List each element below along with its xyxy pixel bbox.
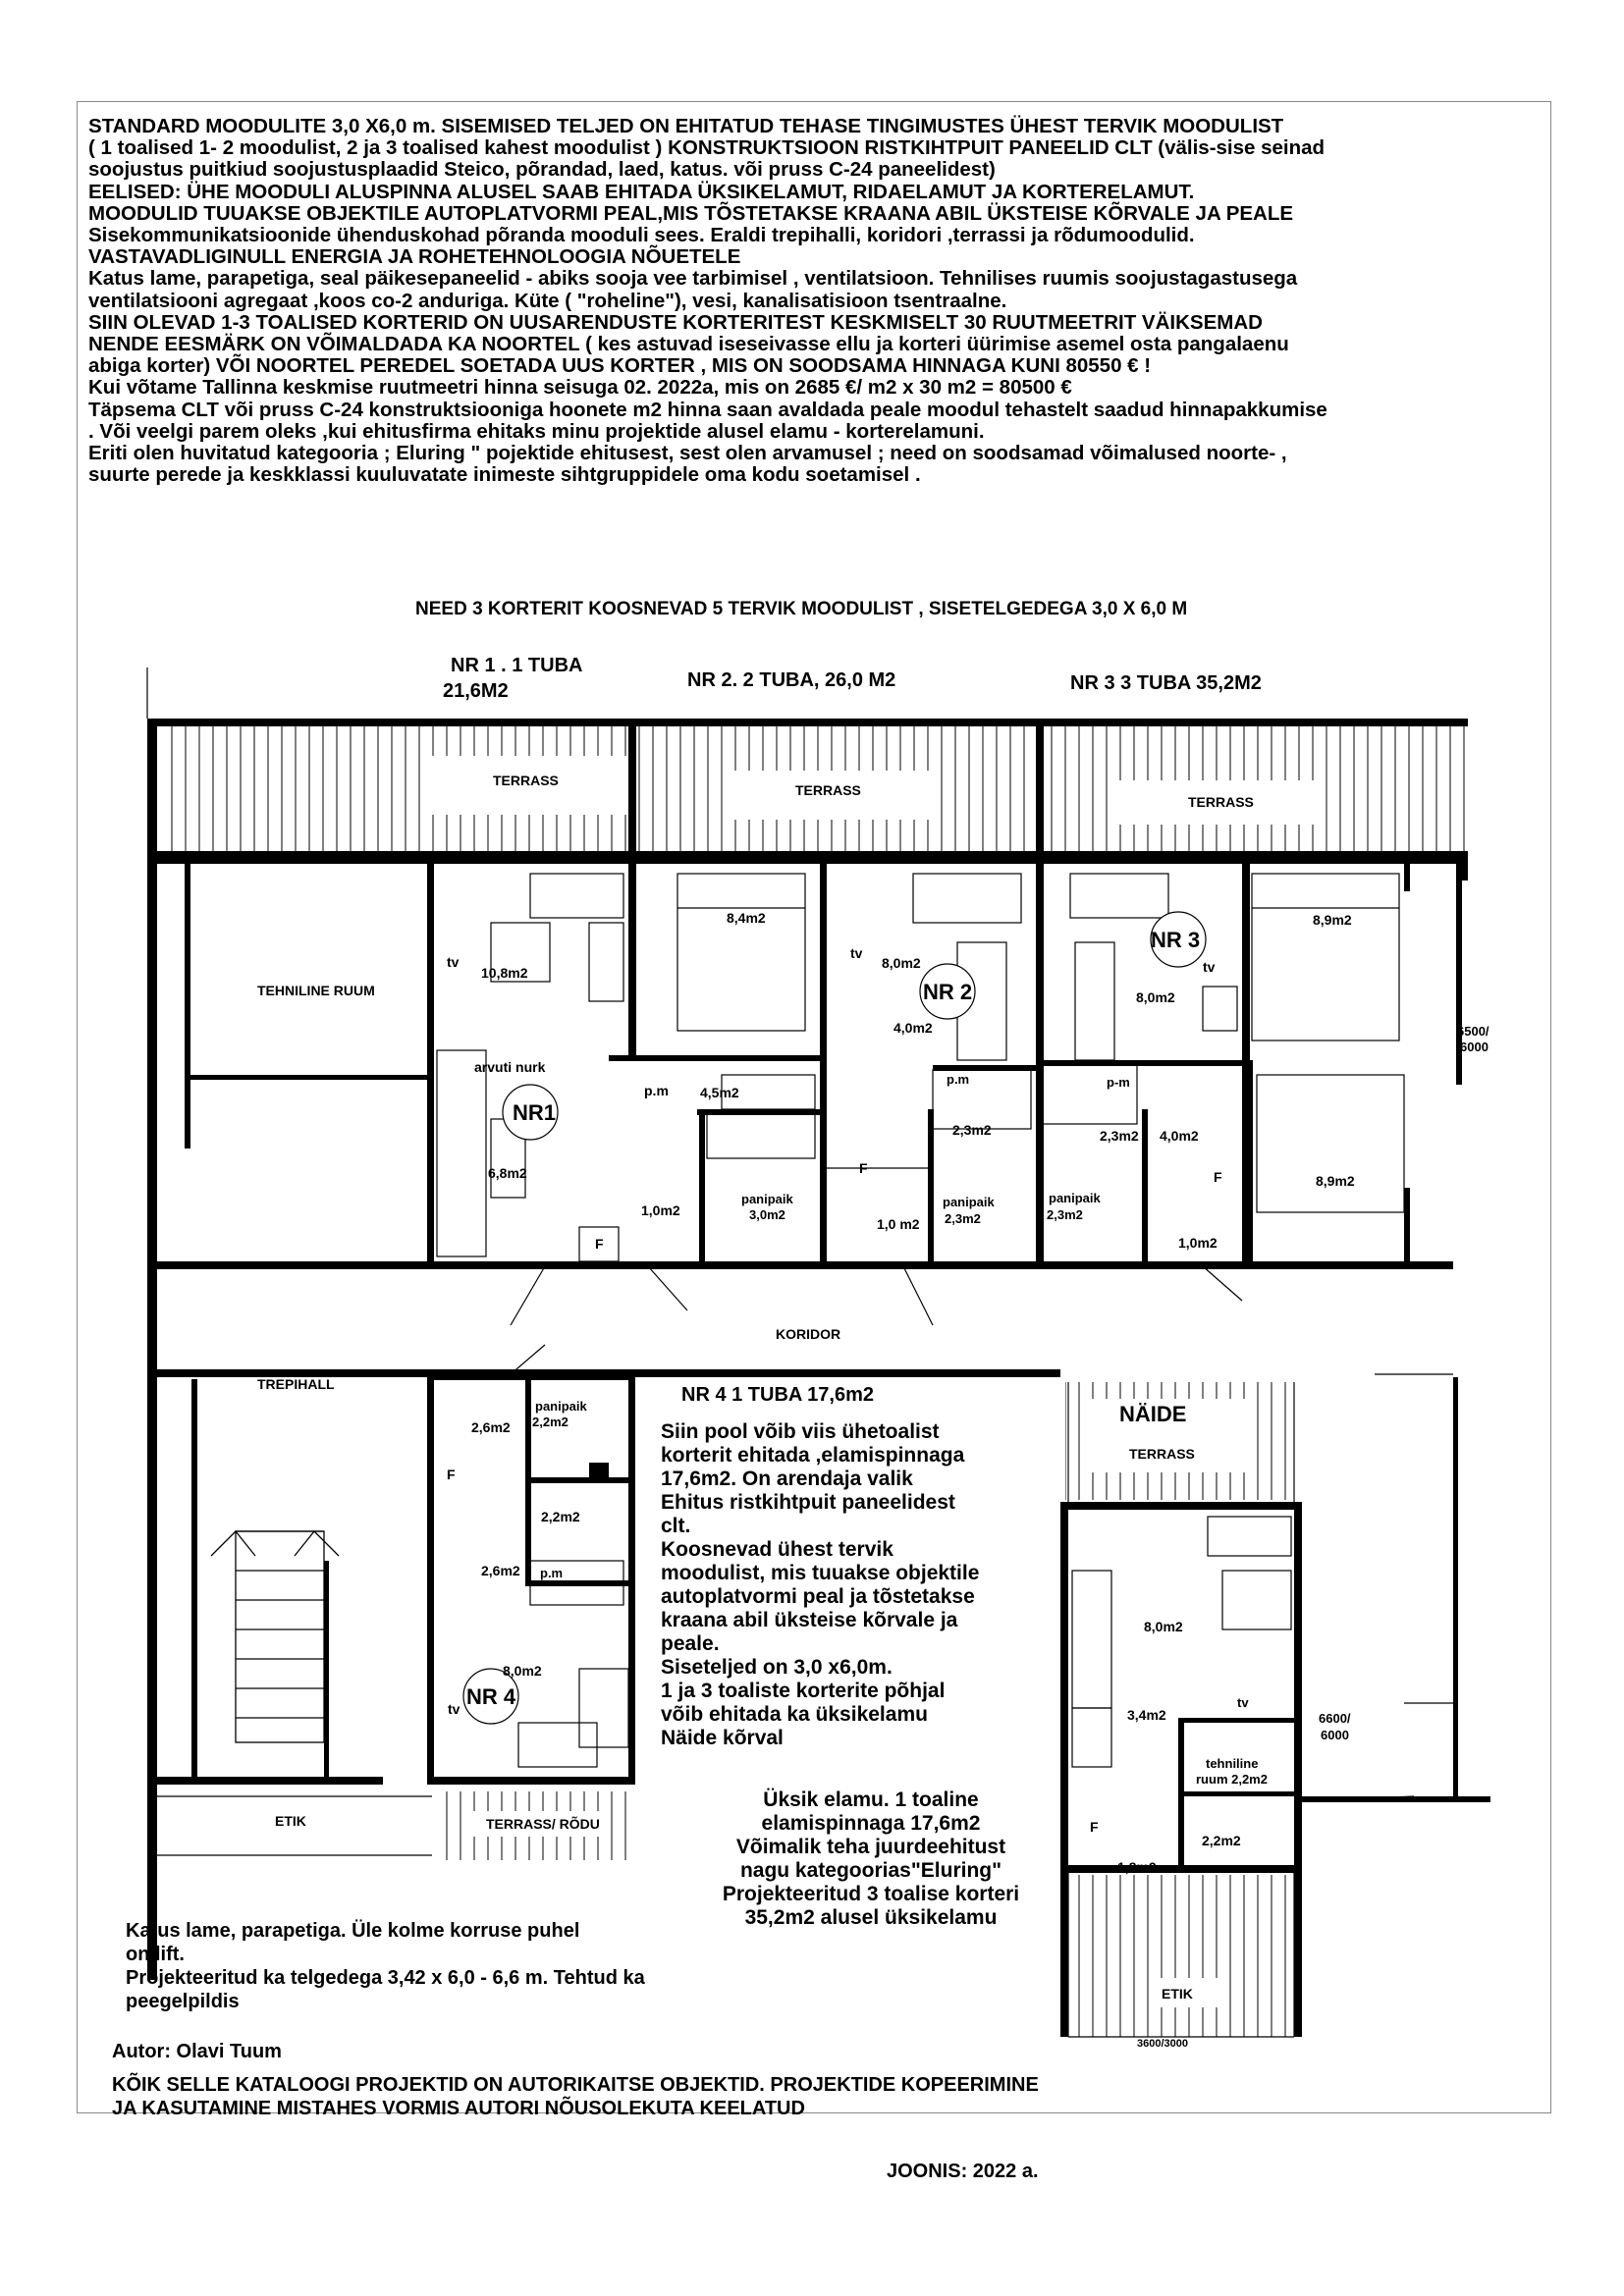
dim-6500-b: 6000 xyxy=(1460,1040,1489,1054)
naide-terrass-label: TERRASS xyxy=(1129,1446,1195,1462)
area-nr2-kitchen: 4,0m2 xyxy=(893,1020,933,1036)
area-nr4-bath: 2,2m2 xyxy=(541,1509,580,1524)
pm-label-2: p.m xyxy=(947,1072,970,1087)
nr2-marker: NR 2 xyxy=(923,980,973,1004)
nr3-header: NR 3 3 TUBA 35,2M2 xyxy=(1070,672,1262,694)
area-nr3-bed2: 8,9m2 xyxy=(1316,1173,1355,1189)
panipaik-nr4-area: 2,2m2 xyxy=(532,1415,568,1429)
terrass-label-3: TERRASS xyxy=(1188,794,1254,810)
area-nr2-hall: 1,0 m2 xyxy=(877,1216,920,1232)
area-nr1-kitchen: 6,8m2 xyxy=(488,1165,527,1181)
roof-note: Katus lame, parapetiga. Üle kolme korruse puhel on lift. Projekteeritud ka telgedega 3,42 x 6,0 - 6,6 m. Tehtud ka peegelpildis xyxy=(126,1920,645,2012)
area-nr1-bath: 4,5m2 xyxy=(700,1085,739,1100)
area-nr1-hall: 1,0m2 xyxy=(641,1202,680,1218)
naide-etik-hatch xyxy=(1070,1875,1294,2037)
area-naide-kitchen: 3,4m2 xyxy=(1127,1707,1166,1723)
etik-label: ETIK xyxy=(275,1813,306,1829)
naide-etik-label: ETIK xyxy=(1162,1986,1193,2002)
nr2-header: NR 2. 2 TUBA, 26,0 M2 xyxy=(687,669,896,691)
f-label-3: F xyxy=(1214,1169,1222,1185)
area-naide-living: 8,0m2 xyxy=(1144,1619,1183,1634)
pm-label-1: p.m xyxy=(644,1083,669,1098)
dim-6600-b: 6000 xyxy=(1321,1728,1349,1742)
tv-label-3: tv xyxy=(1203,959,1216,975)
tv-label-4: tv xyxy=(448,1701,460,1717)
terrass-label-1: TERRASS xyxy=(493,773,559,788)
nr1-area: 21,6M2 xyxy=(443,680,509,702)
panipaik-nr3-area: 2,3m2 xyxy=(1047,1207,1083,1222)
author: Autor: Olavi Tuum xyxy=(112,2041,282,2062)
plan-title: NEED 3 KORTERIT KOOSNEVAD 5 TERVIK MOODULIST , SISETELGEDEGA 3,0 X 6,0 M xyxy=(415,599,1188,619)
pm-label-4: p.m xyxy=(540,1566,564,1580)
pm-dash-label: p-m xyxy=(1107,1075,1130,1090)
area-nr2-bedroom: 8,4m2 xyxy=(727,910,766,926)
nr1-header: NR 1 . 1 TUBA xyxy=(451,655,583,676)
nr4-header: NR 4 1 TUBA 17,6m2 xyxy=(681,1384,874,1406)
area-nr3-bed1: 8,9m2 xyxy=(1313,912,1352,928)
nr3-marker: NR 3 xyxy=(1151,928,1201,952)
area-nr3-bath: 2,3m2 xyxy=(1100,1128,1139,1144)
area-nr3-living: 8,0m2 xyxy=(1136,989,1175,1005)
arvuti-nurk-label: arvuti nurk xyxy=(474,1059,546,1075)
panipaik-nr1: panipaik xyxy=(741,1192,793,1206)
nr4-note: Siin pool võib viis ühetoalist korterit ehitada ,elamispinnaga 17,6m2. On arendaja valik Ehitus ristkihtpuit paneelidest clt. Koosnevad ühest tervik moodulist, mis tuuakse objektile autoplatvormi peal ja tõstetakse kraana abil üksteise kõrvale ja peale. Siseteljed on 3,0 x6,0m. 1 ja 3 toaliste korterite põhjal võib ehitada ka üksikelamu Näide kõrval xyxy=(661,1420,980,1749)
f-label-4: F xyxy=(447,1467,456,1482)
area-nr4-hall: 2,6m2 xyxy=(481,1563,520,1578)
tehniline-ruum-22-b: ruum 2,2m2 xyxy=(1196,1772,1268,1787)
area-nr3-kitchen: 4,0m2 xyxy=(1160,1128,1199,1144)
area-nr4-living: 8,0m2 xyxy=(503,1663,542,1679)
area-nr3-hall: 1,0m2 xyxy=(1178,1235,1218,1251)
copyright: KÕIK SELLE KATALOOGI PROJEKTID ON AUTORIKAITSE OBJEKTID. PROJEKTIDE KOPEERIMINE JA KASUTAMINE MISTAHES VORMIS AUTORI NÕUSOLEKUTA KEELATUD xyxy=(112,2074,1039,2119)
nr1-marker: NR1 xyxy=(513,1100,557,1125)
terrass-rodu-label: TERRASS/ RÕDU xyxy=(486,1816,600,1832)
f-label-naide: F xyxy=(1090,1819,1099,1835)
dim-3600: 3600/3000 xyxy=(1137,2038,1188,2050)
trepihall-label: TREPIHALL xyxy=(257,1376,335,1392)
area-nr2-bath: 2,3m2 xyxy=(952,1122,992,1138)
area-nr2-living: 8,0m2 xyxy=(882,955,921,971)
nr4-marker: NR 4 xyxy=(466,1684,516,1709)
panipaik-nr3-word: panipaik xyxy=(1049,1191,1101,1205)
f-label-2: F xyxy=(859,1160,868,1176)
tv-label-2: tv xyxy=(850,945,863,961)
staircase xyxy=(147,1531,432,1855)
naide-title: NÄIDE xyxy=(1119,1402,1187,1426)
dim-6500-a: 6500/ xyxy=(1457,1024,1489,1039)
area-naide-hall: 1,8m2 xyxy=(1117,1859,1157,1875)
panipaik-nr1-area: 3,0m2 xyxy=(749,1207,785,1222)
f-label-1: F xyxy=(595,1236,604,1252)
terrass-label-2: TERRASS xyxy=(795,782,861,798)
tehniline-ruum-22-a: tehniline xyxy=(1206,1756,1259,1771)
panipaik-nr4-word: panipaik xyxy=(535,1399,587,1414)
area-nr1-living: 10,8m2 xyxy=(481,965,528,981)
panipaik-nr2-word: panipaik xyxy=(943,1195,995,1209)
dim-6600-a: 6600/ xyxy=(1319,1711,1351,1726)
tehniline-ruum-label: TEHNILINE RUUM xyxy=(257,983,375,998)
area-naide-bath: 2,2m2 xyxy=(1202,1833,1241,1848)
tv-label-naide: tv xyxy=(1237,1695,1249,1710)
panipaik-nr2-area: 2,3m2 xyxy=(945,1211,981,1226)
koridor-label: KORIDOR xyxy=(776,1326,841,1342)
area-nr4-kitchen: 2,6m2 xyxy=(471,1419,511,1435)
drawing-date: JOONIS: 2022 a. xyxy=(887,2161,1039,2182)
single-home-note: Üksik elamu. 1 toaline elamispinnaga 17,6m2 Võimalik teha juurdeehitust nagu kategoorias"Eluring" Projekteeritud 3 toalise korteri 35,2m2 alusel üksikelamu xyxy=(722,1789,1020,1929)
tv-label-1: tv xyxy=(447,954,460,970)
intro-text: STANDARD MOODULITE 3,0 X6,0 m. SISEMISED TELJED ON EHITATUD TEHASE TINGIMUSTES ÜHEST TERVIK MOODULIST ( 1 toalised 1- 2 moodulist, 2 ja 3 toalised kahest moodulist ) KONSTRUKTSIOON RISTKIHTPUIT PANEELID CLT (välis-sise seinad soojustus puitkiud soojustusplaadid Steico, põrandad, laed, katus. või pruss C-24 paneelidest) EELISED: ÜHE MOODULI ALUSPINNA ALUSEL SAAB EHITADA ÜKSIKELAMUT, RIDAELAMUT JA KORTERELAMUT. MOODULID TUUAKSE OBJEKTILE AUTOPLATVORMI PEAL,MIS TÕSTETAKSE KRAANA ABIL ÜKSTEISE KÕRVALE JA PEALE Sisekommunikatsioonide ühenduskohad põranda mooduli sees. Eraldi trepihalli, koridori ,terrassi ja rõdumoodulid. VASTAVADLIGINULL ENERGIA JA ROHETEHNOLOOGIA NÕUETELE Katus lame, parapetiga, seal päikesepaneelid - abiks sooja vee tarbimisel , ventilatsioon. Tehnilises ruumis soojustagastusega ventilatsiooni agregaat ,koos co-2 anduriga. Küte ( "roheline"), vesi, kanalisatisioon tsentraalne. SIIN OLEVAD 1-3 TOALISED KORTERID ON UUSARENDUSTE KORTERITEST KESKMISELT 30 RUUTMEETRIT VÄIKSEMAD NENDE EESMÄRK ON VÕIMALDADA KA NOORTEL ( kes astuvad iseseivasse ellu ja korteri üürimise asemel osta pangalaenu abiga korter) VÕI NOORTEL PEREDEL SOETADA UUS KORTER , MIS ON SOODSAMA HINNAGA KUNI 80550 € ! Kui võtame Tallinna keskmise ruutmeetri hinna seisuga 02. 2022a, mis on 2685 €/ m2 x 30 m2 = 80500 € Täpsema CLT või pruss C-24 konstruktsiooniga hoonete m2 hinna saan avaldada peale moodul tehastelt saadud hinnapakkumise . Või veelgi parem oleks ,kui ehitusfirma ehitaks minu projektide alusel elamu - korterelamuni. Eriti olen huvitatud kategooria ; Eluring " pojektide ehitusest, sest olen arvamusel ; need on soodsamad võimalused noorte- , suurte perede ja keskklassi kuuluvatate inimeste sihtgruppidele oma kodu soetamisel . xyxy=(88,115,1327,487)
